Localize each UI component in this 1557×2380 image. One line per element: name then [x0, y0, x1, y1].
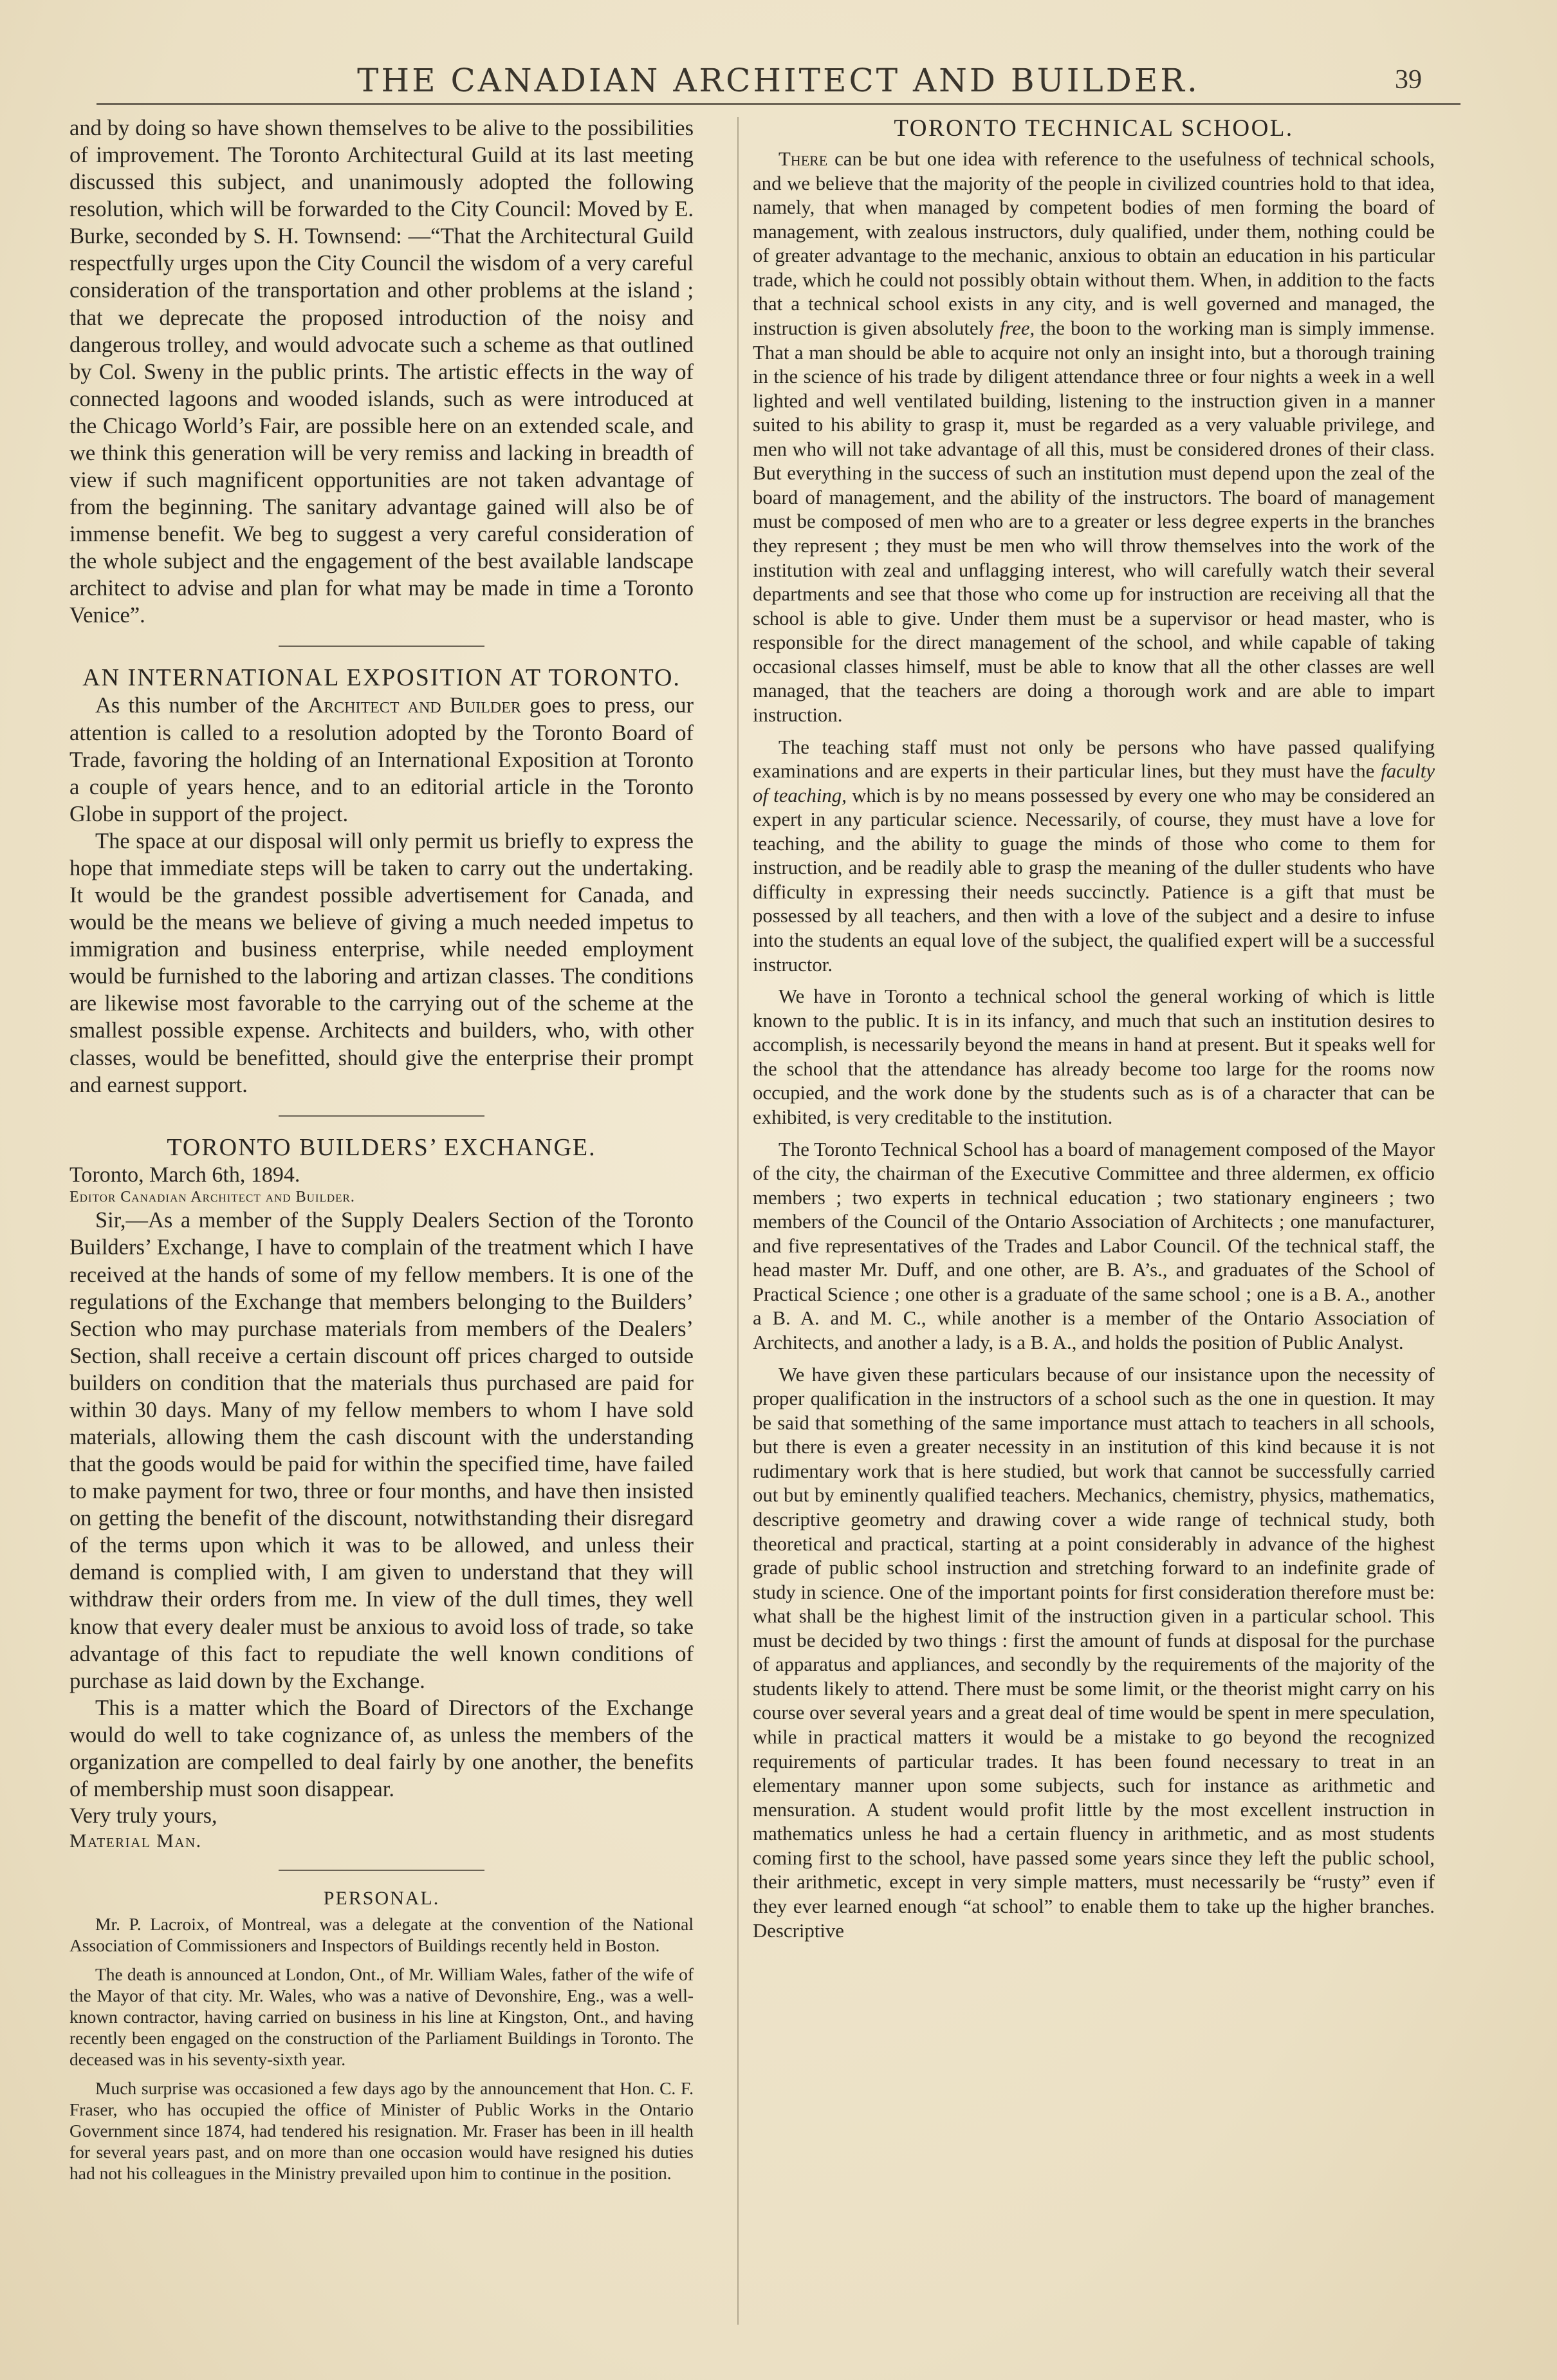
section-separator — [279, 1115, 484, 1117]
journal-title: THE CANADIAN ARCHITECT AND BUILDER. — [357, 62, 1200, 99]
technical-p1-italic: free, — [999, 317, 1035, 339]
personal-heading: PERSONAL. — [323, 1888, 440, 1910]
header-rule — [97, 103, 1460, 105]
technical-p1-b: the boon to the working man is simply immense. That a man should be able to acquire not only an insight into, but a thorough training in the science of his trade by diligent attendance three or four nights a week in a well lighted and well ventilated building, listening to the instruction given in a manner suited to his ability to grasp it, must be regarded as a very valuable privilege, and men who will not take advantage of all this, must be considered drones of their class. But everything in the success of such an institution must depend upon the zeal of the board of management, and the ability of the instructors. The board of management must be composed of men who are to a greater or less degree experts in the branches they represent ; they must be men who will throw themselves into the work of the institution with zeal and unflagging interest, who will carefully watch their several departments and see that those who come up for instruction are receiving all that the school is able to give. Under them must be a supervisor or head master, who is responsible for the direct management of the school, and while capable of taking occasional classes himself, must be able to know that all the other classes are well managed, that the teachers are doing a thorough work and are able to impart instruction. — [753, 317, 1435, 726]
exposition-p1-rest: goes to press, our attention is called to a resolution adopted by the Toronto Board of Trade, favoring the holding of an International Exposition at Toronto a couple of years hence, and to an editorial article in the Toronto Globe in support of the project. — [69, 693, 694, 826]
technical-p2-a: The teaching staff must not only be persons who have passed qualifying examinations and are experts in their particular lines, but they must have the — [753, 736, 1435, 783]
exchange-signature: Material Man. — [69, 1830, 202, 1852]
guild-resolution-paragraph: and by doing so have shown themselves to be alive to the possibilities of improvement. The Toronto Architectural Guild at its last meeting discussed this subject, and unanimously adopted the following resolution, which will be forwarded to the City Council: Moved by E. Burke, seconded by S. H. Townsend: —“That the Architectural Guild respectfully urges upon the City Council the wisdom of a very careful consideration of the transportation and other problems at the island ; that we deprecate the proposed introduction of the noisy and dangerous trolley, and would advocate such a scheme as that outlined by Col. Sweny in the public prints. The artistic effects in the way of connected lagoons and wooded islands, such as were introduced at the Chicago World’s Fair, are possible here on an extended scale, and we think this generation will be very remiss and lacking in breadth of view if such magnificent opportunities are not taken advantage of from the beginning. The sanitary advantage gained will also be of immense benefit. We beg to suggest a very careful consideration of the whole subject and the engagement of the best available landscape architect to advise and plan for what may be made in time a Toronto Venice”. — [69, 116, 694, 628]
exchange-dateline: Toronto, March 6th, 1894. — [69, 1162, 300, 1187]
technical-school-paragraph-5: We have given these particulars because of our insistance upon the necessity of proper qualification in the instructors of a school such as the one in question. It may be said that something of the same importance must attach to teachers in all schools, but there is even a greater necessity in an institution of this kind because it is not rudimentary work that is here studied, but work that cannot be successfully carried out but by eminently qualified teachers. Mechanics, chemistry, physics, mathematics, descriptive geometry and drawing cover a wide range of technical study, both theoretical and practical, starting at a point considerably in advance of the highest grade of public school instruction and stretching forward to an indefinite grade of study in science. One of the important points for first consideration therefore must be: what shall be the highest limit of the instruction given in a particular school. This must be decided by two things : first the amount of funds at disposal for the purchase of apparatus and appliances, and secondly by the requirements of the majority of the students likely to attend. There must be some limit, or the theorist might carry on his course over several years and a great deal of time would be spent in mere speculation, while in practical matters it would be a mistake to go beyond the recognized requirements of particular trades. It has been found necessary to treat in an elementary manner upon some subjects, such for instance as arithmetic and mensuration. A student would profit little by the most excellent instruction in mathematics unless he had a certain fluency in arithmetic, and as most students coming first to the school, have passed some years since they left the public school, their arithmetic, except in very simple matters, must necessarily be “rusty” even if they ever learned enough “at school” to enable them to take up the higher branches. Descriptive — [753, 1363, 1435, 1942]
technical-p1-a: can be but one idea with reference to the usefulness of technical schools, and we believe that the majority of the people in civilized countries hold to that idea, namely, that when managed by competent bodies of men forming the board of management, with zealous instructors, duly qualified, under them, nothing could be of greater advantage to the mechanic, anxious to obtain an education in his particular trade, which he could not possibly obtain without them. When, in addition to the facts that a technical school exists in any city, and is well governed and managed, the instruction is given absolutely — [753, 148, 1435, 339]
personal-paragraph-2: The death is announced at London, Ont., of Mr. William Wales, father of the wife of the Mayor of that city. Mr. Wales, who was a native of Devonshire, Eng., was a well-known contractor, having carried on business in his line at Kingston, Ont., and having recently been engaged on the construction of the Parliament Buildings in Toronto. The deceased was in his seventy-sixth year. — [69, 1964, 694, 2070]
exposition-paragraph-1 — [69, 692, 694, 827]
technical-p2-italic: faculty of teaching, — [753, 760, 1435, 806]
exposition-paragraph-2: The space at our disposal will only permit us briefly to express the hope that immediate steps will be taken to carry out the undertaking. It would be the grandest possible advertisement for Canada, and would be the means we believe of giving a much needed impetus to immigration and business enterprise, while needed employment would be furnished to the laboring and artizan classes. The conditions are likewise most favorable to the carrying out of the scheme at the smallest possible expense. Architects and builders, who, with other classes, would be benefitted, should give the enterprise their prompt and earnest support. — [69, 828, 694, 1097]
exchange-paragraph-1: Sir,—As a member of the Supply Dealers Section of the Toronto Builders’ Exchange, I have to complain of the treatment which I have received at the hands of some of my fellow members. It is one of the regulations of the Exchange that members belonging to the Builders’ Section who may purchase materials from members of the Dealers’ Section, shall receive a certain discount off prices charged to outside builders on condition that the materials thus purchased are paid for within 30 days. Many of my fellow members to whom I have sold materials, allowing them the cash discount with the understanding that the goods would be paid for within the specified time, have failed to make payment for two, three or four months, and have then insisted on getting the benefit of the discount, notwithstanding their disregard of the terms upon which it was to be allowed, and unless their demand is complied with, I am given to understand that they will withdraw their orders from me. In view of the dull times, they well know that every dealer must be anxious to avoid loss of trade, so take advantage of this fact to repudiate the well known conditions of purchase as laid down by the Exchange. — [69, 1208, 694, 1693]
column-divider — [737, 117, 739, 2325]
personal-section — [69, 1888, 694, 2184]
right-column — [753, 115, 1435, 1943]
exposition-p1-caps: Architect and Builder — [308, 693, 521, 718]
page-number: 39 — [1395, 65, 1422, 95]
technical-school-paragraph-4: The Toronto Technical School has a board of management composed of the Mayor of the city, the chairman of the Executive Committee and three aldermen, ex officio members ; two experts in technical education ; two stationary engineers ; two members of the Council of the Ontario Association of Architects ; one manufacturer, and five representatives of the Trades and Labor Council. Of the technical staff, the head master Mr. Duff, and one other, are B. A’s., and graduates of the School of Practical Science ; one other is a graduate of the same school ; one is a B. A., another a B. A. and M. C., while another is a member of the Ontario Association of Architects, and another a lady, is a B. A., and holds the position of Public Analyst. — [753, 1138, 1435, 1353]
exposition-p1-start: As this number of the — [95, 693, 308, 718]
section-separator — [279, 646, 484, 647]
technical-school-paragraph-1 — [753, 147, 1435, 728]
personal-paragraph-3: Much surprise was occasioned a few days ago by the announcement that Hon. C. F. Fraser, who has occupied the office of Minister of Public Works in the Ontario Government since 1874, had tendered his resignation. Mr. Fraser has been in ill health for several years past, and on more than one occasion would have resigned his duties had not his colleagues in the Ministry prevailed upon him to continue in the position. — [69, 2078, 694, 2184]
running-head — [0, 62, 1557, 107]
exchange-signoff: Very truly yours, — [69, 1804, 217, 1828]
exchange-editor-line: Editor Canadian Architect and Builder. — [69, 1189, 355, 1206]
exposition-heading: AN INTERNATIONAL EXPOSITION AT TORONTO. — [82, 664, 681, 692]
technical-school-paragraph-3: We have in Toronto a technical school the general working of which is little known to the public. It is in its infancy, and much that such an institution desires to accomplish, is necessarily beyond the means in hand at present. But it speaks well for the school that the attendance has already become too large for the rooms now occupied, and the work done by the students such as is of a character that can be exhibited, is very creditable to the institution. — [753, 985, 1435, 1128]
personal-paragraph-1: Mr. P. Lacroix, of Montreal, was a delegate at the convention of the National Association of Commissioners and Inspectors of Buildings recently held in Boston. — [69, 1914, 694, 1956]
section-separator — [279, 1870, 484, 1871]
left-column — [69, 115, 694, 2191]
technical-p2-b: which is by no means possessed by every one who may be considered an expert in any particular science. Necessarily, of course, they must have a love for teaching, and the ability to guage the minds of those who come to them for instruction, and be readily able to grasp the meaning of the duller students who have difficulty in expressing their needs succinctly. Patience is a gift that must be possessed by all teachers, and then with a love of the subject and a desire to infuse into the students an equal love of the subject, the qualified expert will be a successful instructor. — [753, 784, 1435, 976]
exchange-heading: TORONTO BUILDERS’ EXCHANGE. — [167, 1133, 596, 1161]
technical-school-paragraph-2 — [753, 736, 1435, 978]
technical-p1-lead: There — [778, 148, 828, 170]
exchange-paragraph-2: This is a matter which the Board of Directors of the Exchange would do well to take cognizance of, as unless the members of the organization are compelled to deal fairly by one another, the benefits of membership must soon disappear. — [69, 1695, 694, 1802]
technical-school-heading: TORONTO TECHNICAL SCHOOL. — [894, 115, 1294, 142]
